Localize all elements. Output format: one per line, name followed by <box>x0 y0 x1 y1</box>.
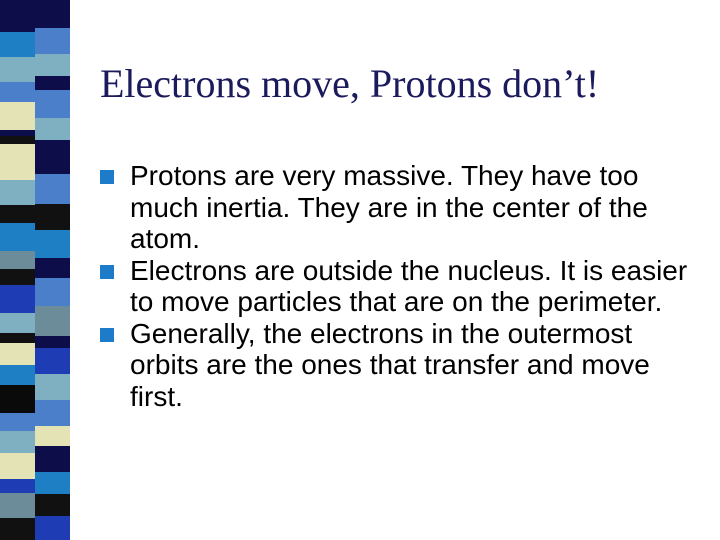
stripe-block <box>35 516 70 540</box>
stripe-block <box>35 336 70 348</box>
stripe-block <box>0 333 35 343</box>
stripe-block <box>0 385 35 413</box>
stripe-block <box>35 258 70 278</box>
bullet-list <box>100 160 700 412</box>
stripe-block <box>35 278 70 306</box>
stripe-block <box>35 90 70 118</box>
stripe-block <box>0 493 35 518</box>
bullet-item-electrons <box>100 255 700 318</box>
stripe-block <box>0 269 35 285</box>
stripe-block <box>35 174 70 204</box>
stripe-block <box>0 0 35 32</box>
decorative-stripe-bar <box>0 0 70 540</box>
stripe-block <box>0 82 35 102</box>
stripe-block <box>35 118 70 140</box>
stripe-block <box>0 479 35 493</box>
stripe-block <box>35 306 70 336</box>
stripe-block <box>35 426 70 446</box>
bullet-text: Electrons are outside the nucleus. It is easier to move particles that are on the perimeter. <box>130 254 688 317</box>
stripe-block <box>35 230 70 258</box>
stripe-block <box>0 453 35 479</box>
square-bullet-icon <box>100 265 114 279</box>
square-bullet-icon <box>100 170 114 184</box>
stripe-block <box>35 0 70 28</box>
stripe-column-right <box>35 0 70 540</box>
bullet-text: Protons are very massive. They have too much inertia. They are in the center of the atom. <box>130 160 648 254</box>
stripe-block <box>35 348 70 374</box>
stripe-column-left <box>0 0 35 540</box>
slide-title: Electrons move, Protons don’t! <box>100 61 600 106</box>
stripe-block <box>0 180 35 205</box>
stripe-block <box>0 251 35 269</box>
stripe-block <box>0 32 35 57</box>
stripe-block <box>35 76 70 90</box>
square-bullet-icon <box>100 328 114 342</box>
stripe-block <box>0 136 35 144</box>
stripe-block <box>0 365 35 385</box>
stripe-block <box>0 102 35 130</box>
stripe-block <box>35 374 70 400</box>
stripe-block <box>0 313 35 333</box>
stripe-block <box>0 205 35 223</box>
stripe-block <box>35 204 70 230</box>
stripe-block <box>35 446 70 472</box>
stripe-block <box>0 144 35 180</box>
stripe-block <box>0 343 35 365</box>
stripe-block <box>35 54 70 76</box>
stripe-block <box>0 223 35 251</box>
stripe-block <box>35 472 70 494</box>
stripe-block <box>0 57 35 82</box>
stripe-block <box>0 518 35 540</box>
stripe-block <box>35 140 70 174</box>
stripe-block <box>0 413 35 431</box>
stripe-block <box>35 28 70 54</box>
bullet-text: Generally, the electrons in the outermost orbits are the ones that transfer and move first. <box>130 317 650 412</box>
stripe-block <box>0 431 35 453</box>
bullet-item-protons <box>100 160 700 255</box>
stripe-block <box>35 494 70 516</box>
stripe-block <box>0 285 35 313</box>
stripe-block <box>35 400 70 426</box>
bullet-item-generally <box>100 318 700 413</box>
